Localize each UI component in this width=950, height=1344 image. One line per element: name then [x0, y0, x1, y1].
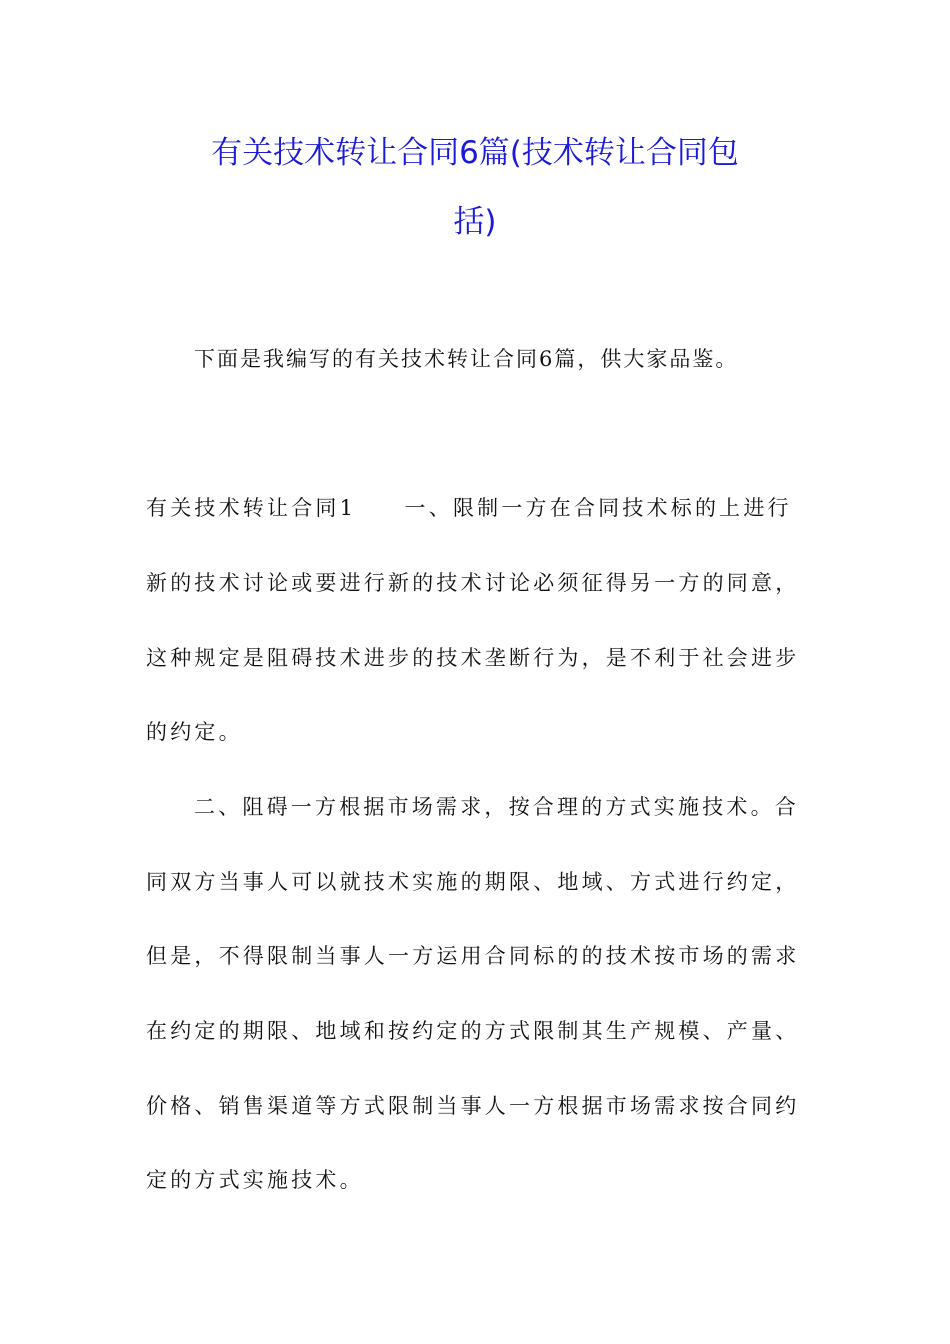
body-line-8: 在约定的期限、地域和按约定的方式限制其生产规模、产量、 [146, 1019, 800, 1043]
document-title-line-1: 有关技术转让合同6篇(技术转让合同包 [211, 135, 739, 171]
body-line-3: 这种规定是阻碍技术进步的技术垄断行为，是不利于社会进步 [146, 646, 800, 670]
body-line-5: 二、阻碍一方根据市场需求，按合理的方式实施技术。合 [194, 795, 799, 819]
body-line-1: 有关技术转让合同1 一、限制一方在合同技术标的上进行 [146, 496, 792, 520]
document-title-line-2: 括) [453, 204, 497, 240]
body-line-7: 但是，不得限制当事人一方运用合同标的的技术按市场的需求 [146, 944, 800, 968]
intro-paragraph: 下面是我编写的有关技术转让合同6篇，供大家品鉴。 [194, 347, 739, 371]
body-line-4: 的约定。 [146, 720, 243, 744]
body-line-6: 同双方当事人可以就技术实施的期限、地域、方式进行约定， [146, 870, 800, 894]
body-line-9: 价格、销售渠道等方式限制当事人一方根据市场需求按合同约 [146, 1094, 800, 1118]
body-line-10: 定的方式实施技术。 [146, 1168, 364, 1192]
body-line-2: 新的技术讨论或要进行新的技术讨论必须征得另一方的同意， [146, 571, 800, 595]
